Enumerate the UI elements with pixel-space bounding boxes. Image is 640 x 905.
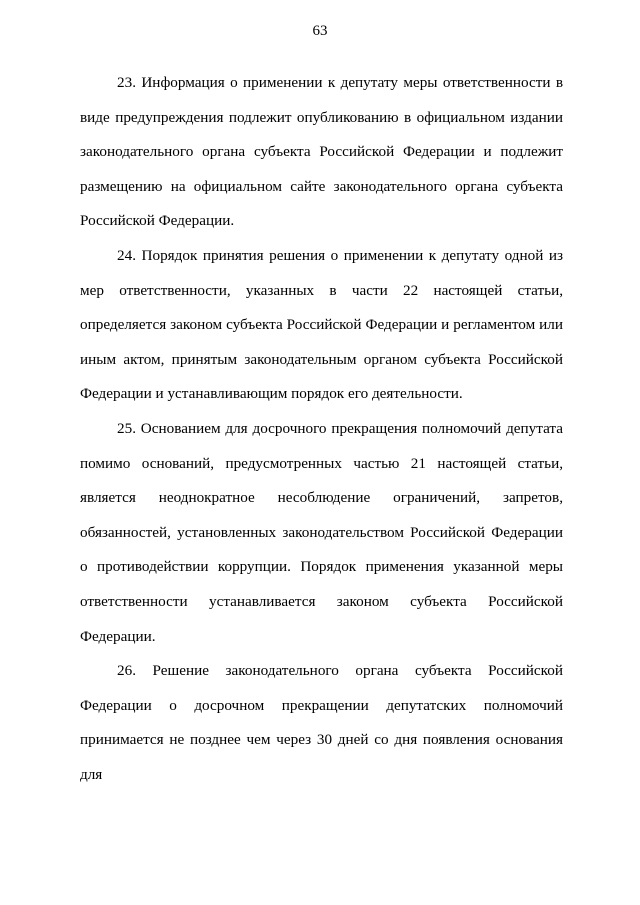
paragraph-24: 24. Порядок принятия решения о применении к депутату одной из мер ответственности, указанных в части 22 настоящей статьи, определяется законом субъекта Российской Федерации и регламентом или иным актом, принятым законодательным органом субъекта Российской Федерации и устанавливающим порядок его деятельности. [80, 246, 563, 403]
document-body [80, 66, 563, 792]
page-number: 63 [312, 23, 328, 39]
paragraph-25: 25. Основанием для досрочного прекращения полномочий депутата помимо оснований, предусмотренных частью 21 настоящей статьи, является неоднократное несоблюдение ограничений, запретов, обязанностей, установленных законодательством Российской Федерации о противодействии коррупции. Порядок применения указанной меры ответственности устанавливается законом субъекта Российской Федерации. [80, 419, 563, 645]
paragraph-26: 26. Решение законодательного органа субъекта Российской Федерации о досрочном прекращении депутатских полномочий принимается не позднее чем через 30 дней со дня появления основания для [80, 662, 563, 783]
paragraph-23: 23. Информация о применении к депутату меры ответственности в виде предупреждения подлежит опубликованию в официальном издании законодательного органа субъекта Российской Федерации и подлежит размещению на официальном сайте законодательного органа субъекта Российской Федерации. [80, 74, 563, 230]
